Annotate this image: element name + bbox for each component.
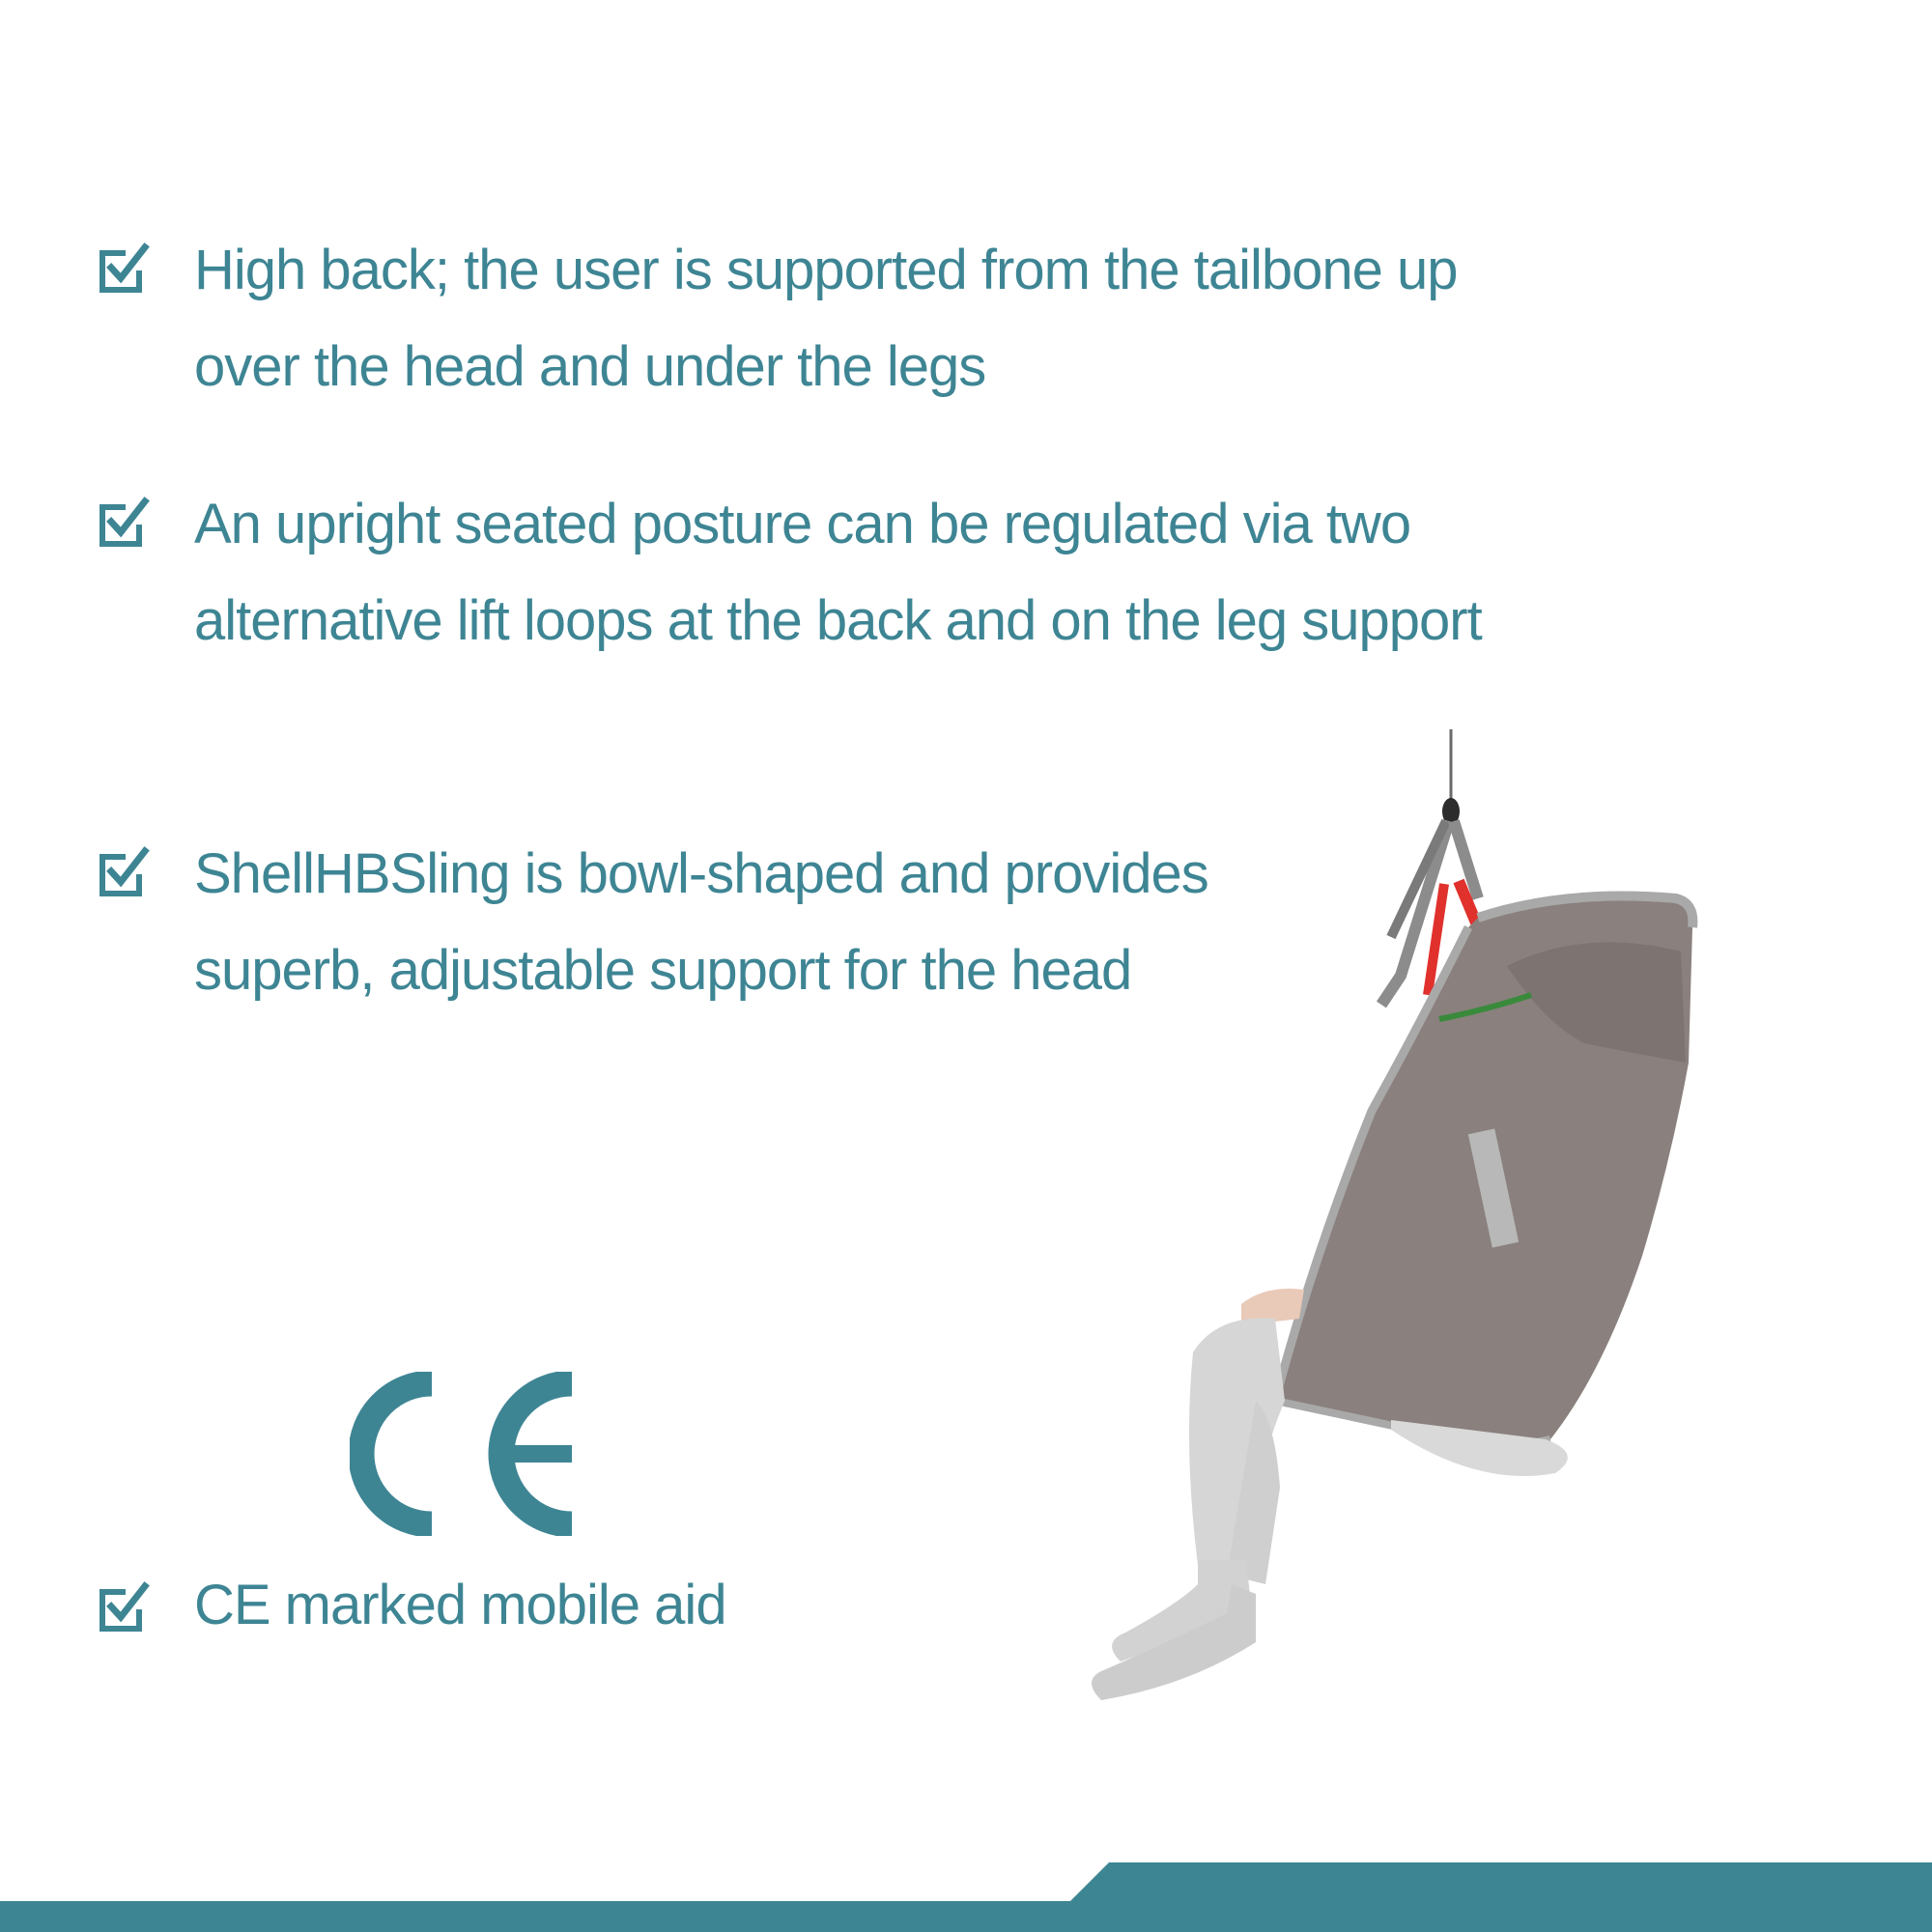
feature-text: An upright seated posture can be regulated via two alternative lift loops at the back and on the leg support <box>194 493 1482 652</box>
feature-item-upright-posture <box>97 476 1566 669</box>
checkbox-checked-icon <box>97 242 151 296</box>
feature-text: High back; the user is supported from the tailbone up over the head and under the legs <box>194 239 1458 398</box>
checkbox-checked-icon <box>97 496 151 550</box>
footer-accent-band <box>0 1862 1932 1932</box>
ce-mark-logo <box>350 1372 582 1536</box>
feature-item-high-back <box>97 222 1566 415</box>
feature-text: ShellHBSling is bowl-shaped and provides superb, adjustable support for the head <box>194 842 1208 1002</box>
checkbox-checked-icon <box>97 845 151 899</box>
feature-item-ce-marked <box>97 1557 1064 1654</box>
checkbox-checked-icon <box>97 1580 151 1634</box>
feature-text: CE marked mobile aid <box>194 1574 726 1636</box>
sling-product-image <box>1063 715 1719 1719</box>
